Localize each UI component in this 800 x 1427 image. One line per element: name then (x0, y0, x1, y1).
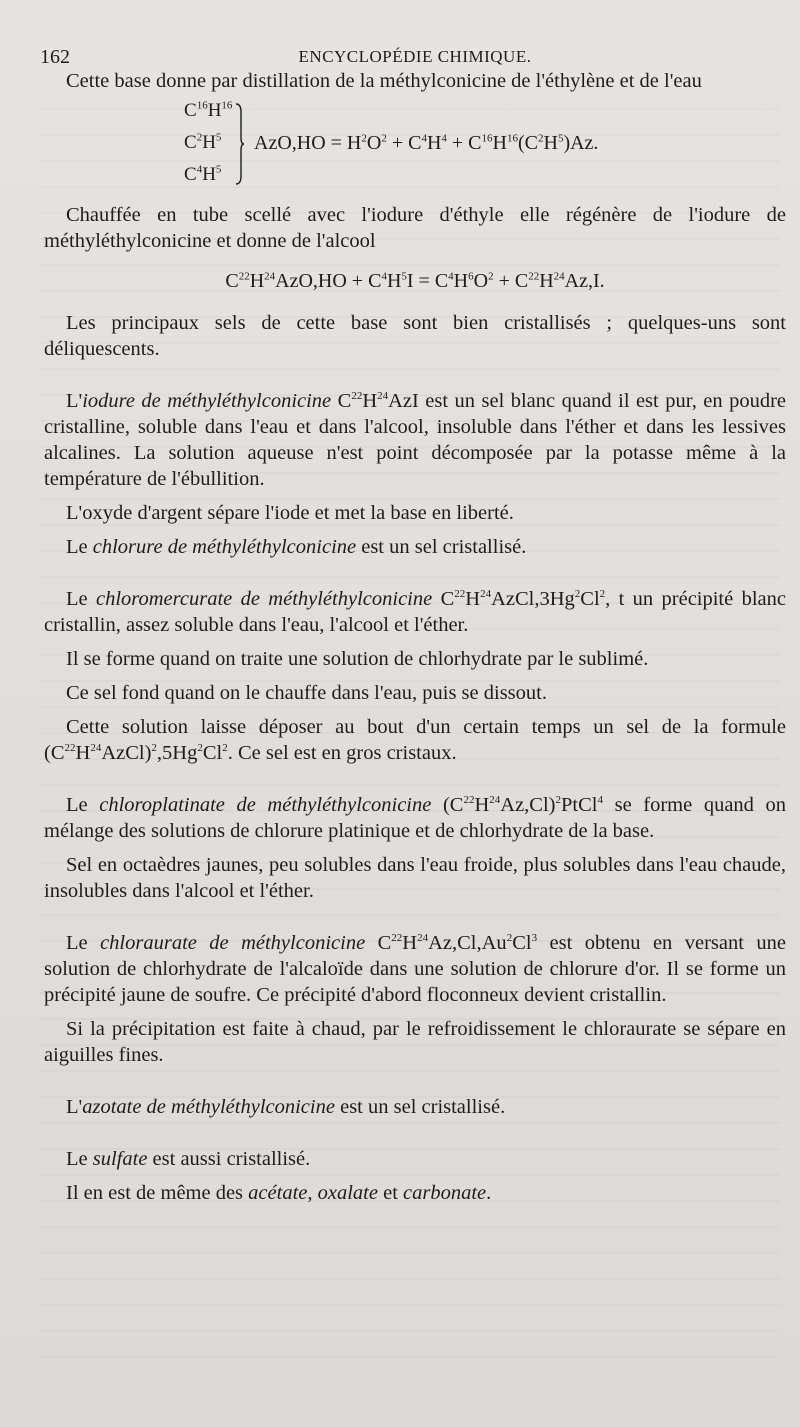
paragraph-chloromercurate (44, 586, 786, 638)
running-head: ENCYCLOPÉDIE CHIMIQUE. (298, 47, 532, 66)
page-number: 162 (40, 46, 70, 68)
paragraph-distillation: Cette base donne par distillation de la méthylconicine de l'éthylène et de l'eau (66, 70, 702, 92)
paragraph-sublime: Il se forme quand on traite une solution de chlorhydrate par le sublimé. (66, 648, 649, 670)
paragraph-oxyde: L'oxyde d'argent sépare l'iode et met la base en liberté. (66, 502, 514, 524)
compound-name: chloraurate de méthylconicine (100, 932, 366, 954)
text-run: $C^{22}H^{24}AzCl,3Hg^2Cl^2$, t un précipité blanc cristallin, assez soluble dans l'eau, l'alcool et l'éther. (44, 588, 786, 636)
equation-iodide: $C^{22}H^{24}AzO,HO + C^4H^5I = C^4H^6O^2 + C^{22}H^{24}Az,I$. (225, 270, 605, 292)
paragraph-octaedres: Sel en octaèdres jaunes, peu solubles dans l'eau froide, plus solubles dans l'eau chaude, insolubles dans l'alcool et l'éther. (44, 854, 786, 902)
paragraph-formule: Cette solution laisse déposer au bout d'un certain temps un sel de la formule $(C^{22}H^{24}AzCl)^2,5Hg^2Cl^2$. Ce sel est en gros cristaux. (44, 716, 786, 764)
page-header (40, 38, 786, 68)
text-run: Il en est de même des (66, 1182, 249, 1204)
compound-name: chloromercurate de méthyléthylconicine (95, 588, 433, 610)
paragraph-iodure (44, 388, 786, 492)
paragraph-chloroplatinate (44, 792, 786, 844)
compound-name: carbonate (403, 1182, 487, 1204)
text-run: Le (66, 932, 101, 954)
compound-name: chloroplatinate de méthyléthylconicine (99, 794, 432, 816)
text-run: L' (66, 1096, 83, 1118)
paragraph-precipitation: Si la précipitation est faite à chaud, par le refroidissement le chloraurate se sépare en aiguilles fines. (44, 1018, 786, 1066)
paragraph-azotate (44, 1094, 786, 1120)
compound-name: azotate de méthyléthylconicine (82, 1096, 335, 1118)
text-run: Le (66, 536, 93, 558)
text-run: $(C^{22}H^{24}Az,Cl)^2PtCl^4$ se forme quand on mélange des solutions de chlorure platinique et de chlorhydrate de la base. (44, 794, 787, 842)
text-run: est un sel cristallisé. (334, 1096, 506, 1118)
paragraph-salts: Les principaux sels de cette base sont bien cristallisés ; quelques-uns sont déliquescents. (44, 312, 786, 360)
text-run: Le (66, 588, 96, 610)
brace-icon (234, 102, 244, 186)
equation-right-side: $AzO,HO = H^2O^2 + C^4H^4 + C^{16}H^{16}(C^2H^5)Az$. (254, 132, 599, 154)
paragraph-sulfate (44, 1146, 786, 1172)
text-run: . (486, 1182, 492, 1204)
equation-radical-1: $C^{16}H^{16}$ (184, 99, 233, 121)
compound-name: sulfate (92, 1148, 148, 1170)
text-run: est aussi cristallisé. (147, 1148, 311, 1170)
equation-radical-3: $C^4H^5$ (184, 163, 222, 185)
text-run: et (377, 1182, 404, 1204)
text-run: , (307, 1182, 318, 1204)
paragraph-fond: Ce sel fond quand on le chauffe dans l'eau, puis se dissout. (66, 682, 547, 704)
paragraph-chlorure (44, 534, 786, 560)
text-run: Le (66, 794, 100, 816)
compound-name: acétate (248, 1182, 308, 1204)
text-run: Le (66, 1148, 93, 1170)
compound-name: iodure de méthyléthylconicine (82, 390, 332, 412)
compound-name: chlorure de méthyléthylconicine (92, 536, 357, 558)
paragraph-other-salts (44, 1180, 786, 1206)
equation-radical-2: $C^2H^5$ (184, 131, 222, 153)
text-run: $C^{22}H^{24}Az,Cl,Au^2Cl^3$ est obtenu en versant une solution de chlorhydrate de l'alcaloïde dans une solution de chlorure d'or. Il se forme un précipité jaune de soufre. Ce précipité d'abord floconneux devient cristallin. (44, 932, 786, 1006)
equation-distillation (44, 98, 786, 194)
text-run: est un sel cristallisé. (356, 536, 527, 558)
compound-name: oxalate (317, 1182, 378, 1204)
text-run: L' (66, 390, 83, 412)
page-content (40, 38, 787, 1206)
text-run: $C^{22}H^{24}AzI$ est un sel blanc quand il est pur, en poudre cristalline, soluble dans l'eau et dans l'alcool, insoluble dans l'éther et dans les lessives alcalines. La solution aqueuse n'est point décomposée par la potasse même à la température de l'ébullition. (44, 390, 787, 490)
paragraph-chloraurate (44, 930, 786, 1008)
paragraph-sealed-tube: Chauffée en tube scellé avec l'iodure d'éthyle elle régénère de l'iodure de méthyléthylconicine et donne de l'alcool (44, 204, 786, 252)
